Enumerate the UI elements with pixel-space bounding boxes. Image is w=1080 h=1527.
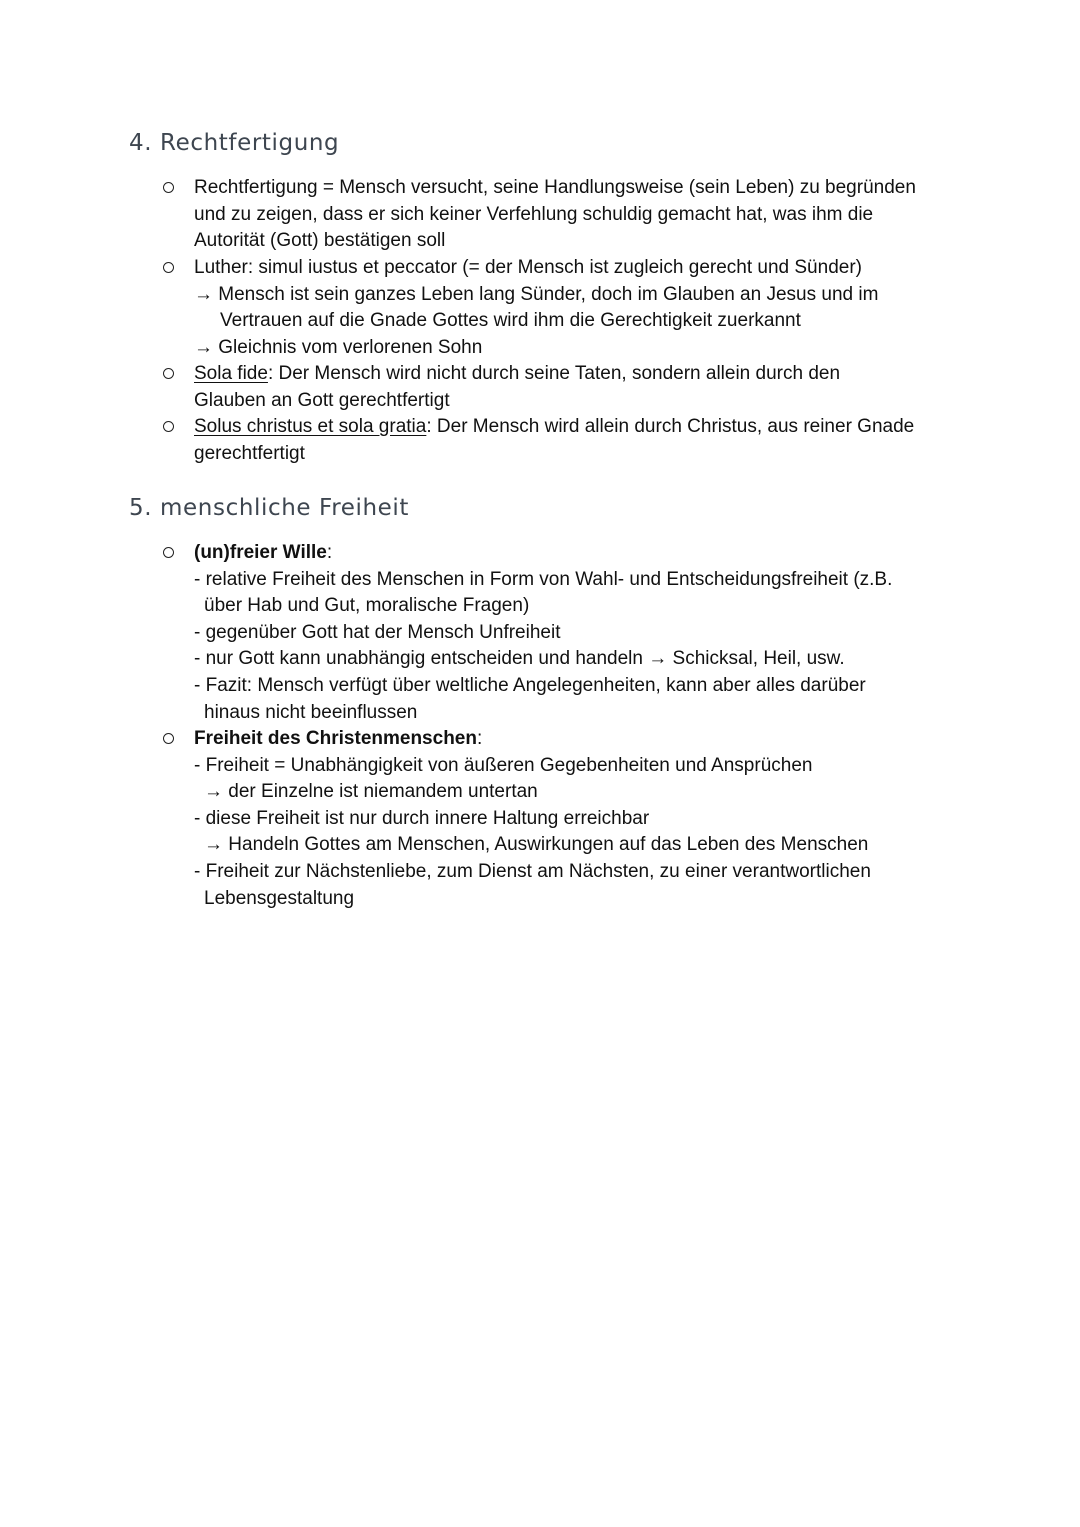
- dash-line: - Freiheit = Unabhängigkeit von äußeren Gegebenheiten und Ansprüchen: [194, 754, 813, 776]
- list-item-unfreier-wille: [194, 540, 964, 726]
- text-line: Rechtfertigung = Mensch versucht, seine Handlungsweise (sein Leben) zu begründen: [194, 177, 916, 198]
- text-line: gerechtfertigt: [194, 442, 305, 464]
- dash-line: - relative Freiheit des Menschen in Form von Wahl- und Entscheidungsfreiheit (z.B.: [194, 568, 893, 590]
- text-line: Luther: simul iustus et peccator (= der Mensch ist zugleich gerecht und Sünder): [194, 257, 862, 278]
- dash-line: - Fazit: Mensch verfügt über weltliche Angelegenheiten, kann aber alles darüber: [194, 674, 866, 696]
- circle-bullet-icon: [163, 733, 174, 744]
- text-line: Autorität (Gott) bestätigen soll: [194, 230, 446, 252]
- text-line: hinaus nicht beeinflussen: [204, 701, 418, 723]
- colon: :: [326, 542, 333, 563]
- arrow-line: → Handeln Gottes am Menschen, Auswirkungen auf das Leben des Menschen: [204, 834, 869, 856]
- colon: :: [476, 728, 483, 749]
- text-line: Vertrauen auf die Gnade Gottes wird ihm die Gerechtigkeit zuerkannt: [220, 310, 801, 332]
- text-line: Glauben an Gott gerechtfertigt: [194, 389, 450, 411]
- list-item-solus-christus: [194, 414, 964, 467]
- term-solus-christus: Solus christus et sola gratia: [194, 416, 427, 437]
- circle-bullet-icon: [163, 368, 174, 379]
- term-freiheit-christenmenschen: Freiheit des Christenmenschen: [194, 728, 477, 749]
- list-item-rechtfertigung-definition: [194, 175, 964, 255]
- section-4-heading: 4. Rechtfertigung: [129, 130, 340, 156]
- list-item-luther: [194, 255, 964, 361]
- dash-line: - gegenüber Gott hat der Mensch Unfreiheit: [194, 621, 561, 643]
- list-item-sola-fide: [194, 361, 964, 414]
- term-sola-fide: Sola fide: [194, 363, 268, 384]
- circle-bullet-icon: [163, 262, 174, 273]
- text-line: über Hab und Gut, moralische Fragen): [204, 595, 530, 617]
- arrow-line: → Mensch ist sein ganzes Leben lang Sünder, doch im Glauben an Jesus und im: [194, 283, 879, 305]
- text-line: : Der Mensch wird nicht durch seine Taten, sondern allein durch den: [267, 363, 841, 384]
- text-line: Lebensgestaltung: [204, 887, 355, 909]
- dash-line: - diese Freiheit ist nur durch innere Haltung erreichbar: [194, 807, 650, 829]
- dash-line: - Freiheit zur Nächstenliebe, zum Dienst am Nächsten, zu einer verantwortlichen: [194, 860, 871, 882]
- dash-line: - nur Gott kann unabhängig entscheiden und handeln → Schicksal, Heil, usw.: [194, 648, 845, 670]
- term-unfreier-wille: (un)freier Wille: [194, 542, 327, 563]
- circle-bullet-icon: [163, 421, 174, 432]
- arrow-line: → Gleichnis vom verlorenen Sohn: [194, 336, 483, 358]
- text-line: : Der Mensch wird allein durch Christus, aus reiner Gnade: [426, 416, 915, 437]
- arrow-line: → der Einzelne ist niemandem untertan: [204, 781, 538, 803]
- circle-bullet-icon: [163, 547, 174, 558]
- text-line: und zu zeigen, dass er sich keiner Verfehlung schuldig gemacht hat, was ihm die: [194, 203, 874, 225]
- section-5-heading: 5. menschliche Freiheit: [129, 495, 410, 521]
- list-item-freiheit-christenmenschen: [194, 726, 964, 912]
- circle-bullet-icon: [163, 182, 174, 193]
